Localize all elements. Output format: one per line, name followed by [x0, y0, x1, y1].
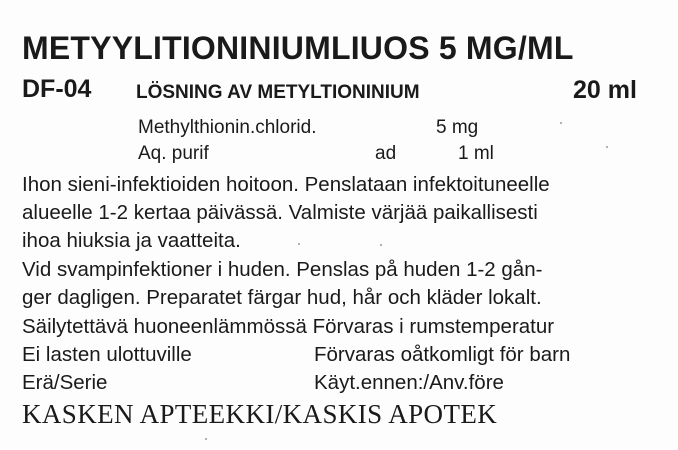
product-title: METYYLITIONINIUMLIUOS 5 MG/ML — [22, 30, 574, 66]
print-speck — [606, 146, 608, 148]
swedish-instruction-line: ger dagligen. Preparatet färgar hud, hår och kläder lokalt. — [22, 286, 542, 309]
children-warning-sv: Förvaras oåtkomligt för barn — [314, 343, 571, 366]
product-subtitle: LÖSNING AV METYLTIONINIUM — [136, 82, 420, 103]
print-speck — [380, 244, 382, 246]
print-speck — [205, 438, 207, 440]
print-speck — [560, 122, 562, 124]
storage-instructions: Säilytettävä huoneenlämmössä Förvaras i rumstemperatur — [22, 315, 555, 338]
swedish-instruction-line: Vid svampinfektioner i huden. Penslas på huden 1-2 gån- — [22, 258, 543, 281]
ingredient-name: Methylthionin.chlorid. — [138, 117, 317, 138]
ingredient-name: Aq. purif — [138, 143, 209, 164]
finnish-instruction-line: alueelle 1-2 kertaa päivässä. Valmiste värjää paikallisesti — [22, 201, 538, 224]
print-speck — [298, 243, 300, 245]
finnish-instruction-line: Ihon sieni-infektioiden hoitoon. Penslataan infektoituneelle — [22, 173, 550, 196]
ingredient-amount: 5 mg — [436, 117, 479, 138]
pharmacy-name: KASKEN APTEEKKI/KASKIS APOTEK — [22, 399, 498, 429]
product-volume: 20 ml — [573, 76, 637, 104]
finnish-instruction-line: ihoa hiuksia ja vaatteita. — [22, 229, 241, 252]
product-code: DF-04 — [22, 75, 92, 103]
ingredient-amount: 1 ml — [458, 143, 494, 164]
ingredient-qualifier: ad — [375, 143, 397, 164]
batch-label: Erä/Serie — [22, 371, 108, 394]
children-warning-fi: Ei lasten ulottuville — [22, 343, 192, 366]
expiry-label: Käyt.ennen:/Anv.före — [314, 371, 504, 394]
